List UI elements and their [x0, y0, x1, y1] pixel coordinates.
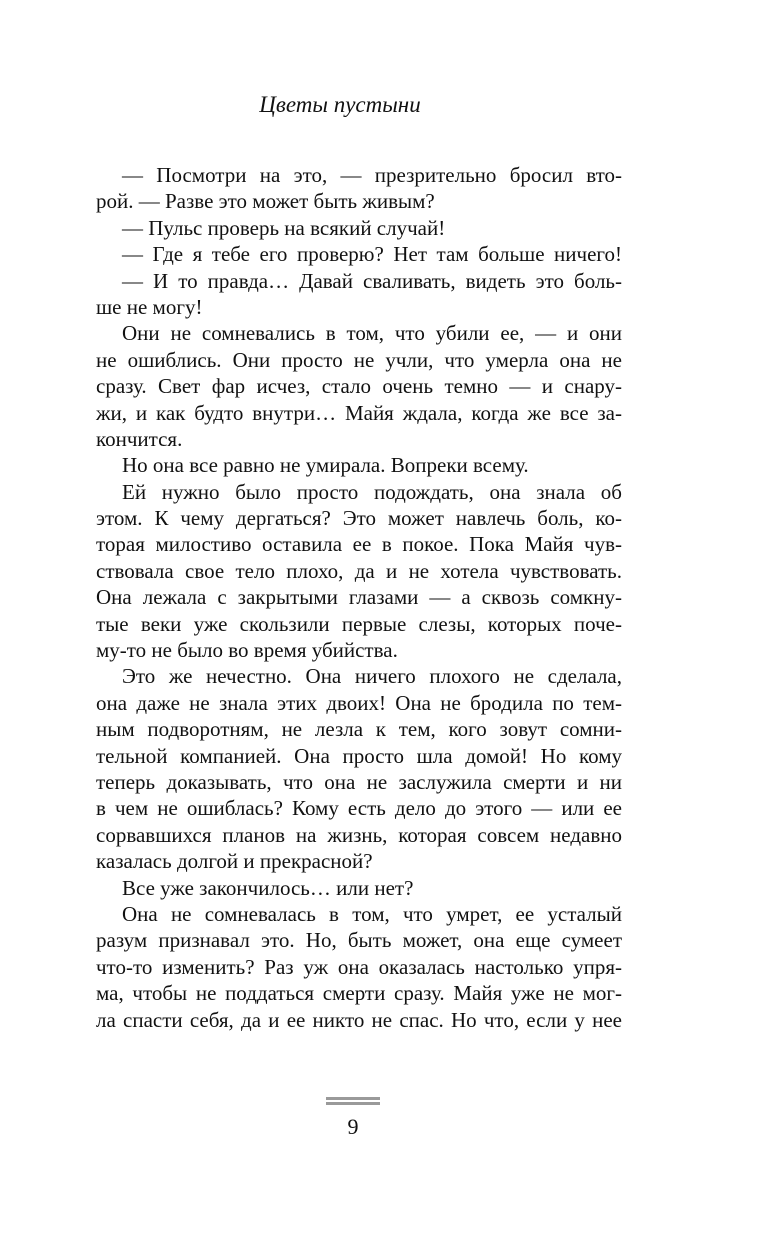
text-line: рой. — Разве это может быть живым?: [96, 189, 435, 214]
text-line: ным подворотням, не лезла к тем, кого зовут сомни-: [96, 717, 622, 742]
text-line: тые веки уже скользили первые слезы, которых поче-: [96, 611, 622, 636]
text-line: Это же нечестно. Она ничего плохого не сделала,: [122, 664, 622, 689]
text-line: она даже не знала этих двоих! Она не бродила по тем-: [96, 690, 622, 715]
text-line: му-то не было во время убийства.: [96, 638, 398, 663]
page-number-rule: [326, 1097, 380, 1102]
text-line: — И то правда… Давай сваливать, видеть это боль-: [122, 268, 622, 293]
text-line: этом. К чему дергаться? Это может навлечь боль, ко-: [96, 506, 622, 531]
page-number: 9: [347, 1114, 359, 1139]
text-line: теперь доказывать, что она не заслужила смерти и ни: [96, 769, 622, 794]
text-line: в чем не ошиблась? Кому есть дело до этого — или ее: [96, 796, 622, 821]
text-line: разум признавал это. Но, быть может, она еще сумеет: [96, 928, 622, 953]
text-line: ствовала свое тело плохо, да и не хотела чувствовать.: [96, 558, 622, 583]
text-line: ше не могу!: [96, 294, 203, 319]
text-line: что-то изменить? Раз уж она оказалась настолько упря-: [96, 954, 622, 979]
text-line: Она лежала с закрытыми глазами — а сквозь сомкну-: [96, 585, 622, 610]
text-line: — Пульс проверь на всякий случай!: [122, 215, 446, 240]
text-line: — Посмотри на это, — презрительно бросил вто-: [122, 163, 622, 187]
text-line: — Где я тебе его проверю? Нет там больше ничего!: [122, 242, 622, 267]
text-line: тельной компанией. Она просто шла домой! Но кому: [96, 743, 622, 768]
running-head-title: Цветы пустыни: [259, 92, 421, 117]
text-line: казалась долгой и прекрасной?: [96, 849, 373, 874]
text-line: сразу. Свет фар исчез, стало очень темно — и снару-: [96, 374, 622, 399]
text-line: Они не сомневались в том, что убили ее, — и они: [122, 321, 622, 346]
text-line: Но она все равно не умирала. Вопреки всему.: [122, 453, 529, 478]
text-line: кончится.: [96, 426, 183, 451]
text-line: Она не сомневалась в том, что умрет, ее усталый: [122, 901, 622, 926]
text-line: ма, чтобы не поддаться смерти сразу. Майя уже не мог-: [96, 981, 622, 1006]
body-text: [96, 162, 622, 1033]
text-line: жи, и как будто внутри… Майя ждала, когда же все за-: [96, 400, 622, 425]
text-line: не ошиблись. Они просто не учли, что умерла она не: [96, 347, 622, 372]
text-line: Ей нужно было просто подождать, она знала об: [122, 479, 622, 504]
text-line: сорвавшихся планов на жизнь, которая совсем недавно: [96, 822, 622, 847]
text-line: торая милостиво оставила ее в покое. Пока Майя чув-: [96, 532, 622, 557]
text-line: ла спасти себя, да и ее никто не спас. Но что, если у нее: [96, 1007, 622, 1032]
text-line: Все уже закончилось… или нет?: [122, 875, 414, 900]
